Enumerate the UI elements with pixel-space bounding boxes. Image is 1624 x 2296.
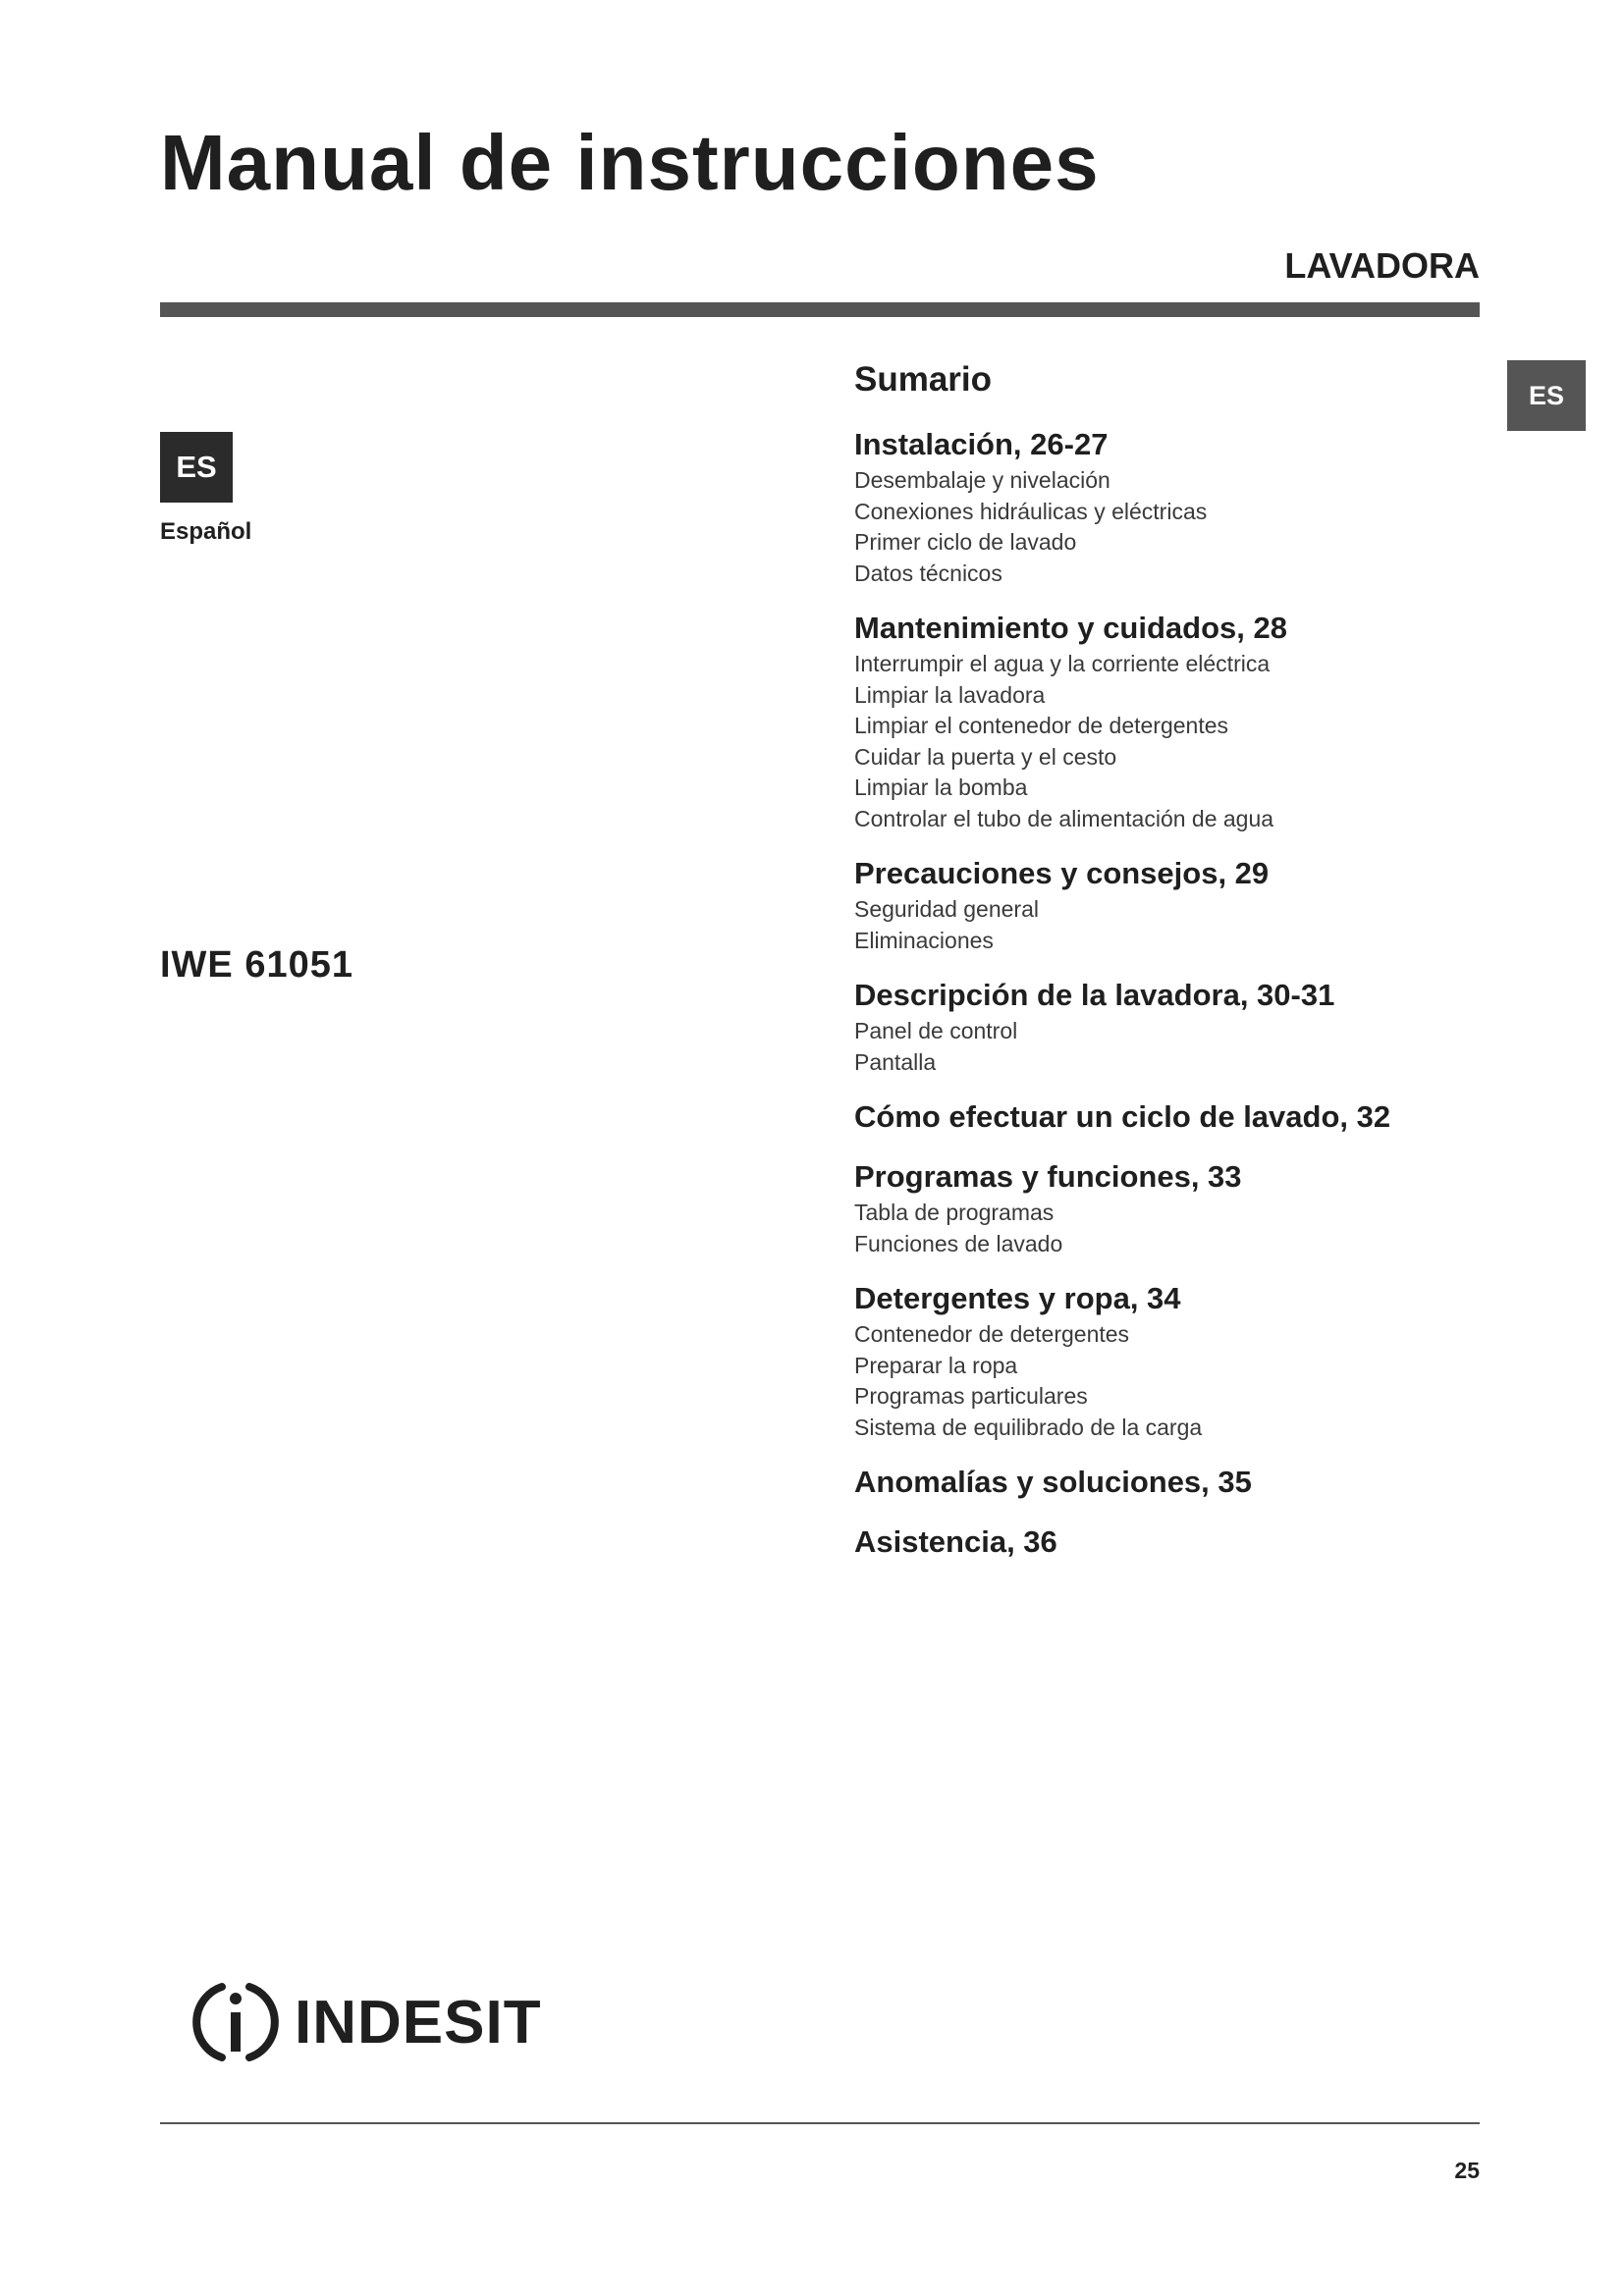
info-circle-icon	[189, 1975, 283, 2069]
toc-section	[854, 1156, 1483, 1259]
toc-section	[854, 1462, 1483, 1503]
toc-section-heading: Precauciones y consejos, 29	[854, 856, 1270, 890]
toc-item: Contenedor de detergentes	[854, 1321, 1130, 1347]
toc-item: Interrumpir el agua y la corriente eléctrica	[854, 651, 1271, 676]
toc-item: Pantalla	[854, 1048, 937, 1075]
toc-section-items	[854, 1016, 1483, 1078]
toc-section	[854, 1096, 1483, 1138]
toc-item: Preparar la ropa	[854, 1352, 1018, 1378]
toc-section-items	[854, 649, 1483, 834]
toc-item: Limpiar el contenedor de detergentes	[854, 713, 1229, 738]
toc-section	[854, 975, 1483, 1078]
toc-item: Tabla de programas	[854, 1200, 1055, 1225]
table-of-contents	[854, 355, 1483, 1581]
toc-item: Eliminaciones	[854, 927, 994, 953]
toc-item: Seguridad general	[854, 896, 1039, 922]
model-number: IWE 61051	[160, 944, 353, 986]
toc-section-heading: Detergentes y ropa, 34	[854, 1281, 1181, 1315]
toc-section-items	[854, 1198, 1483, 1259]
toc-section	[854, 608, 1483, 834]
toc-section-heading: Instalación, 26-27	[854, 427, 1109, 461]
toc-item: Datos técnicos	[854, 560, 1002, 586]
toc-section-items	[854, 465, 1483, 589]
toc-section	[854, 1278, 1483, 1443]
toc-item: Primer ciclo de lavado	[854, 529, 1077, 555]
toc-item: Controlar el tubo de alimentación de agua	[854, 805, 1274, 831]
toc-item: Panel de control	[854, 1018, 1018, 1043]
toc-section-heading: Programas y funciones, 33	[854, 1159, 1242, 1194]
brand-logo	[189, 1975, 542, 2069]
toc-section-items	[854, 1319, 1483, 1443]
language-side-tab: ES	[1507, 360, 1586, 431]
toc-section-items	[854, 894, 1483, 956]
toc-item: Desembalaje y nivelación	[854, 467, 1110, 493]
toc-section	[854, 853, 1483, 956]
toc-section	[854, 424, 1483, 589]
header-divider	[160, 302, 1480, 317]
toc-section	[854, 1522, 1483, 1563]
toc-section-heading: Anomalías y soluciones, 35	[854, 1465, 1252, 1499]
toc-item: Funciones de lavado	[854, 1230, 1063, 1256]
toc-item: Cuidar la puerta y el cesto	[854, 743, 1117, 770]
language-name: Español	[160, 518, 252, 545]
page-title: Manual de instrucciones	[160, 119, 1100, 206]
toc-item: Programas particulares	[854, 1383, 1088, 1409]
toc-title: Sumario	[854, 360, 993, 399]
toc-section-heading: Mantenimiento y cuidados, 28	[854, 611, 1287, 645]
toc-section-heading: Descripción de la lavadora, 30-31	[854, 978, 1335, 1012]
footer-divider	[160, 2122, 1480, 2124]
language-code-badge: ES	[160, 432, 233, 503]
toc-item: Limpiar la bomba	[854, 774, 1028, 800]
toc-item: Limpiar la lavadora	[854, 681, 1046, 708]
toc-section-heading: Cómo efectuar un ciclo de lavado, 32	[854, 1099, 1391, 1134]
brand-name: INDESIT	[295, 1988, 542, 2056]
toc-item: Sistema de equilibrado de la carga	[854, 1414, 1203, 1440]
toc-item: Conexiones hidráulicas y eléctricas	[854, 498, 1208, 524]
product-type: LAVADORA	[1284, 245, 1480, 286]
toc-sections	[854, 424, 1483, 1563]
toc-section-heading: Asistencia, 36	[854, 1524, 1057, 1559]
page-number: 25	[1454, 2158, 1480, 2183]
